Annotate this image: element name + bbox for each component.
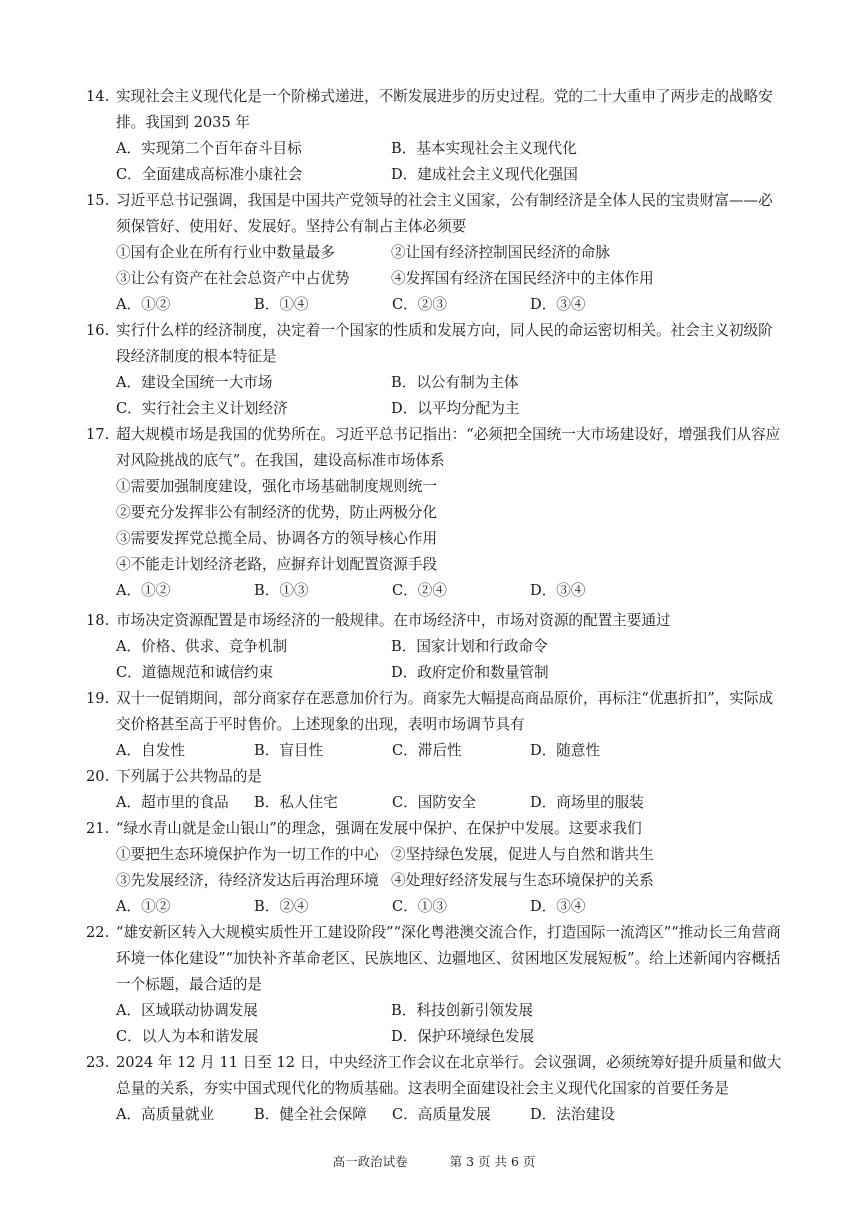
option-c[interactable]: C．高质量发展 xyxy=(392,1106,491,1123)
question-number: 22. xyxy=(86,924,110,941)
statements-list xyxy=(86,474,786,578)
options-row xyxy=(86,136,786,162)
options-row xyxy=(86,578,786,604)
question-stem xyxy=(86,764,786,790)
options-row xyxy=(86,1024,786,1050)
question-text: “雄安新区转入大规模实质性开工建设阶段”“深化粤港澳交流合作，打造国际一流湾区”“推动长三角营商环境一体化建设”“加快补齐革命老区、民族地区、边疆地区、贫困地区发展短板”。给上述新闻内容概括一个标题，最合适的是 xyxy=(116,924,781,993)
option-c[interactable]: C．国防安全 xyxy=(392,794,477,811)
question-stem xyxy=(86,920,786,998)
question-14 xyxy=(86,84,786,188)
statements-row xyxy=(86,842,786,868)
options-row xyxy=(86,292,786,318)
option-a[interactable]: A．价格、供求、竞争机制 xyxy=(116,638,288,655)
option-a[interactable]: A．区域联动协调发展 xyxy=(116,1002,258,1019)
option-d[interactable]: D．③④ xyxy=(530,296,586,313)
option-c[interactable]: C．②③ xyxy=(392,296,447,313)
option-b[interactable]: B．①④ xyxy=(254,296,309,313)
statement-3: ③先发展经济，待经济发达后再治理环境 xyxy=(116,872,379,889)
page-footer xyxy=(0,1152,868,1170)
options-row xyxy=(86,634,786,660)
question-stem xyxy=(86,422,786,474)
question-stem xyxy=(86,608,786,634)
option-c[interactable]: C．滞后性 xyxy=(392,742,462,759)
question-20 xyxy=(86,764,786,816)
options-row xyxy=(86,894,786,920)
question-stem xyxy=(86,188,786,240)
question-text: 双十一促销期间，部分商家存在恶意加价行为。商家先大幅提高商品原价，再标注“优惠折扣”，实际成交价格甚至高于平时售价。上述现象的出现，表明市场调节具有 xyxy=(116,690,774,733)
option-a[interactable]: A．①② xyxy=(116,898,171,915)
statement-4: ④发挥国有经济在国民经济中的主体作用 xyxy=(391,270,654,287)
option-c[interactable]: C．道德规范和诚信约束 xyxy=(116,664,274,681)
question-stem xyxy=(86,318,786,370)
options-row xyxy=(86,370,786,396)
option-a[interactable]: A．实现第二个百年奋斗目标 xyxy=(116,140,302,157)
question-stem xyxy=(86,816,786,842)
question-21 xyxy=(86,816,786,920)
option-c[interactable]: C．以人为本和谐发展 xyxy=(116,1028,259,1045)
option-a[interactable]: A．高质量就业 xyxy=(116,1106,215,1123)
question-number: 21. xyxy=(86,820,110,837)
question-number: 17. xyxy=(86,426,110,443)
option-b[interactable]: B．私人住宅 xyxy=(254,794,338,811)
statement-3: ③需要发挥党总揽全局、协调各方的领导核心作用 xyxy=(116,530,438,547)
option-b[interactable]: B．②④ xyxy=(254,898,309,915)
question-number: 20. xyxy=(86,768,110,785)
options-row xyxy=(86,998,786,1024)
question-number: 14. xyxy=(86,88,110,105)
question-16 xyxy=(86,318,786,422)
options-row xyxy=(86,660,786,686)
option-d[interactable]: D．随意性 xyxy=(530,742,601,759)
statements-row xyxy=(86,266,786,292)
question-number: 18. xyxy=(86,612,110,629)
options-row xyxy=(86,396,786,422)
question-text: 下列属于公共物品的是 xyxy=(116,768,262,785)
question-text: 习近平总书记强调，我国是中国共产党领导的社会主义国家，公有制经济是全体人民的宝贵财富——必须保管好、使用好、发展好。坚持公有制占主体必须要 xyxy=(116,192,773,235)
option-a[interactable]: A．超市里的食品 xyxy=(116,794,229,811)
options-row xyxy=(86,162,786,188)
statement-1: ①要把生态环境保护作为一切工作的中心 xyxy=(116,846,379,863)
option-d[interactable]: D．保护环境绿色发展 xyxy=(391,1028,535,1045)
option-d[interactable]: D．法治建设 xyxy=(530,1106,615,1123)
option-a[interactable]: A．自发性 xyxy=(116,742,185,759)
statements-row xyxy=(86,240,786,266)
question-text: “绿水青山就是金山银山”的理念，强调在发展中保护、在保护中发展。这要求我们 xyxy=(116,820,642,837)
question-17 xyxy=(86,422,786,604)
option-b[interactable]: B．基本实现社会主义现代化 xyxy=(391,140,577,157)
question-stem xyxy=(86,686,786,738)
statement-1: ①需要加强制度建设，强化市场基础制度规则统一 xyxy=(116,478,438,495)
question-text: 超大规模市场是我国的优势所在。习近平总书记指出：“必须把全国统一大市场建设好，增强我们从容应对风险挑战的底气”。在我国，建设高标准市场体系 xyxy=(116,426,781,469)
option-d[interactable]: D．以平均分配为主 xyxy=(391,400,520,417)
question-text: 实行什么样的经济制度，决定着一个国家的性质和发展方向，同人民的命运密切相关。社会主义初级阶段经济制度的根本特征是 xyxy=(116,322,773,365)
question-19 xyxy=(86,686,786,764)
option-c[interactable]: C．实行社会主义计划经济 xyxy=(116,400,288,417)
option-d[interactable]: D．建成社会主义现代化强国 xyxy=(391,166,578,183)
question-text: 市场决定资源配置是市场经济的一般规律。在市场经济中，市场对资源的配置主要通过 xyxy=(116,612,671,629)
options-row xyxy=(86,1102,786,1128)
question-text: 2024 年 12 月 11 日至 12 日，中央经济工作会议在北京举行。会议强调，必须统筹好提升质量和做大总量的关系，夯实中国式现代化的物质基础。这表明全面建设社会主义现代化国家的首要任务是 xyxy=(116,1054,782,1097)
question-number: 23. xyxy=(86,1054,110,1071)
option-c[interactable]: C．全面建成高标准小康社会 xyxy=(116,166,303,183)
question-stem xyxy=(86,1050,786,1102)
option-a[interactable]: A．①② xyxy=(116,296,171,313)
option-b[interactable]: B．以公有制为主体 xyxy=(391,374,519,391)
option-b[interactable]: B．①③ xyxy=(254,582,309,599)
question-18 xyxy=(86,608,786,686)
option-d[interactable]: D．商场里的服装 xyxy=(530,794,644,811)
statement-2: ②坚持绿色发展，促进人与自然和谐共生 xyxy=(391,846,654,863)
option-d[interactable]: D．③④ xyxy=(530,898,586,915)
footer-subject: 高一政治试卷 xyxy=(332,1154,408,1169)
option-a[interactable]: A．建设全国统一大市场 xyxy=(116,374,273,391)
option-b[interactable]: B．盲目性 xyxy=(254,742,324,759)
footer-page-number: 第 3 页 共 6 页 xyxy=(449,1154,536,1169)
options-row xyxy=(86,738,786,764)
option-d[interactable]: D．政府定价和数量管制 xyxy=(391,664,549,681)
statements-row xyxy=(86,868,786,894)
option-b[interactable]: B．科技创新引领发展 xyxy=(391,1002,534,1019)
option-b[interactable]: B．国家计划和行政命令 xyxy=(391,638,548,655)
option-c[interactable]: C．①③ xyxy=(392,898,447,915)
statement-2: ②让国有经济控制国民经济的命脉 xyxy=(391,244,610,261)
option-c[interactable]: C．②④ xyxy=(392,582,447,599)
statement-4: ④处理好经济发展与生态环境保护的关系 xyxy=(391,872,654,889)
statement-4: ④不能走计划经济老路，应摒弃计划配置资源手段 xyxy=(116,556,438,573)
question-number: 16. xyxy=(86,322,110,339)
question-text: 实现社会主义现代化是一个阶梯式递进，不断发展进步的历史过程。党的二十大重申了两步走的战略安排。我国到 2035 年 xyxy=(116,88,773,131)
question-22 xyxy=(86,920,786,1050)
question-number: 19. xyxy=(86,690,110,707)
option-a[interactable]: A．①② xyxy=(116,582,171,599)
question-15 xyxy=(86,188,786,318)
option-b[interactable]: B．健全社会保障 xyxy=(254,1106,367,1123)
question-23 xyxy=(86,1050,786,1128)
option-d[interactable]: D．③④ xyxy=(530,582,586,599)
statement-1: ①国有企业在所有行业中数量最多 xyxy=(116,244,335,261)
statement-3: ③让公有资产在社会总资产中占优势 xyxy=(116,270,350,287)
statement-2: ②要充分发挥非公有制经济的优势，防止两极分化 xyxy=(116,504,438,521)
question-number: 15. xyxy=(86,192,110,209)
options-row xyxy=(86,790,786,816)
question-stem xyxy=(86,84,786,136)
